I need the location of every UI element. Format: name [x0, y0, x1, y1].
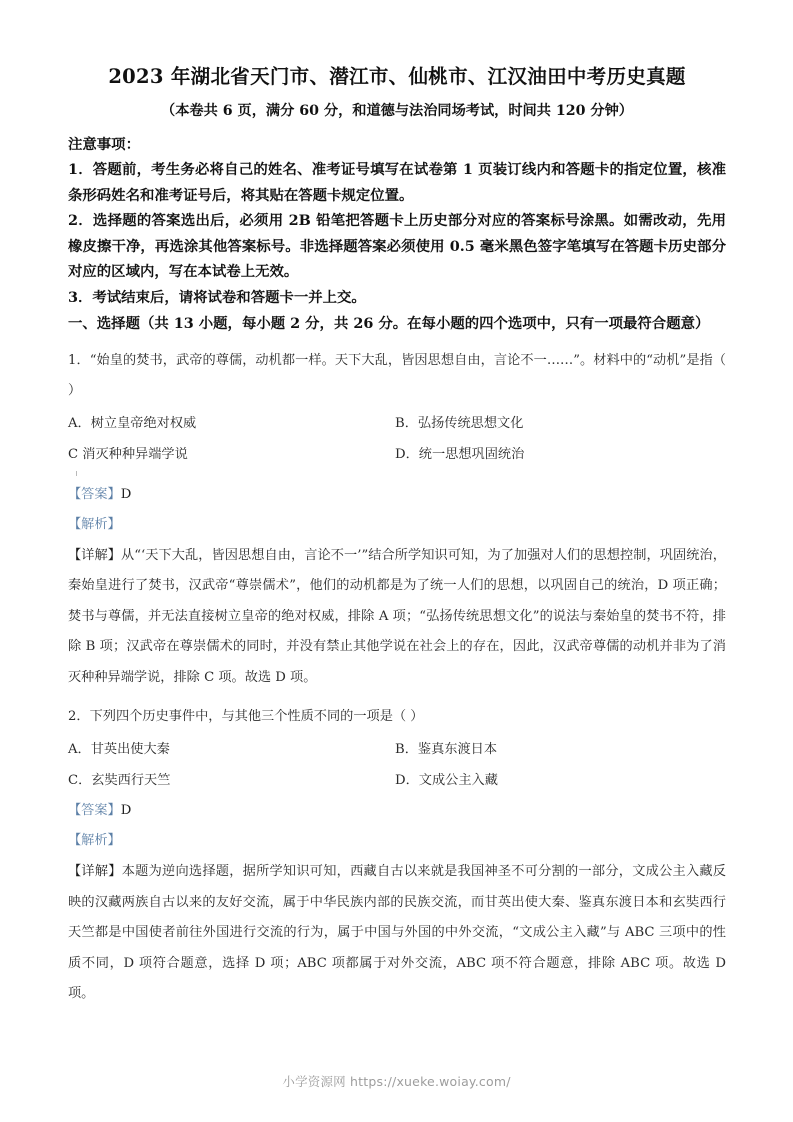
notice-block [68, 132, 726, 310]
question-2-detail [68, 857, 726, 1010]
question-2-option-b[interactable]: B．鉴真东渡日本 [395, 742, 498, 757]
detail-label: 【详解】 [68, 547, 122, 563]
answer-label: 【答案】 [68, 803, 121, 818]
question-2-option-c[interactable]: C．玄奘西行天竺 [68, 773, 171, 788]
answer-label: 【答案】 [68, 486, 121, 502]
question-1-option-c[interactable]: C 消灭种种异端学说 [68, 446, 188, 462]
analysis-label: 【解析】 [68, 516, 121, 532]
question-1-answer [68, 480, 726, 510]
scan-artifact-speck [68, 470, 726, 480]
question-1 [68, 346, 726, 694]
option-row [68, 439, 726, 470]
question-1-analysis-label-row [68, 510, 726, 540]
page-subtitle: （本卷共 6 页，满分 60 分，和道德与法治同场考试，时间共 120 分钟） [161, 103, 633, 119]
option-row [68, 765, 726, 796]
question-2-options [68, 734, 726, 796]
question-1-option-d[interactable]: D．统一思想巩固统治 [395, 446, 525, 462]
detail-text: 从“‘天下大乱，皆因思想自由，言论不一’”结合所学知识可知，为了加强对人们的思想控制，巩固统治，秦始皇进行了焚书，汉武帝“尊崇儒术”，他们的动机都是为了统一人们的思想，以巩固自己的统治，D 项正确；焚书与尊儒，并无法直接树立皇帝的绝对权威，排除 A 项；“弘扬传统思想文化”的说法与秦始皇的焚书不符，排除 B 项；汉武帝在尊崇儒术的同时，并没有禁止其他学说在社会上的存在，因此，汉武帝尊儒的动机并非为了消灭种种异端学说，排除 C 项。故选 D 项。 [68, 547, 726, 685]
notice-item-2: 2．选择题的答案选出后，必须用 2B 铅笔把答题卡上历史部分对应的答案标号涂黑。如需改动，先用橡皮擦干净，再选涂其他答案标号。非选择题答案必须使用 0.5 毫米黑色签字笔填写在答题卡历史部分对应的区域内，写在本试卷上无效。 [68, 212, 726, 280]
question-1-option-a[interactable]: A．树立皇帝绝对权威 [68, 415, 197, 431]
notice-item-3: 3．考试结束后，请将试卷和答题卡一并上交。 [68, 288, 366, 306]
question-2 [68, 702, 726, 1010]
option-row [68, 734, 726, 765]
question-2-option-a[interactable]: A．甘英出使大秦 [68, 742, 170, 757]
answer-value: D [120, 803, 132, 818]
detail-label: 【详解】 [68, 864, 122, 879]
notice-item-1: 1．答题前，考生务必将自己的姓名、准考证号填写在试卷第 1 页装订线内和答题卡的指定位置，核准条形码姓名和准考证号后，将其贴在答题卡规定位置。 [68, 161, 726, 204]
question-1-option-b[interactable]: B．弘扬传统思想文化 [395, 415, 524, 431]
detail-text: 本题为逆向选择题，据所学知识可知，西藏自古以来就是我国神圣不可分割的一部分，文成公主入藏反映的汉藏两族自古以来的友好交流，属于中华民族内部的民族交流，而甘英出使大秦、鉴真东渡日本和玄奘西行天竺都是中国使者前往外国进行交流的行为，属于中国与外国的中外交流，“文成公主入藏”与 ABC 三项中的性质不同，D 项符合题意，选择 D 项；ABC 项都属于对外交流，ABC 项不符合题意，排除 ABC 项。故选 D 项。 [68, 864, 726, 1001]
question-2-answer [68, 796, 726, 826]
site-watermark: 小学资源网 https://xueke.woiay.com/ [282, 1074, 511, 1089]
notice-heading: 注意事项： [68, 136, 140, 153]
question-2-stem: 2．下列四个历史事件中，与其他三个性质不同的一项是（ ） [68, 709, 424, 724]
answer-value: D [120, 486, 132, 502]
page-title: 2023 年湖北省天门市、潜江市、仙桃市、江汉油田中考历史真题 [108, 65, 686, 88]
question-1-stem: 1．“始皇的焚书，武帝的尊儒，动机都一样。天下大乱，皆因思想自由，言论不一……”。材料中的“动机”是指（ ） [68, 352, 726, 398]
page-content [68, 56, 726, 1010]
analysis-label: 【解析】 [68, 833, 121, 848]
section-heading-choice: 一、选择题（共 13 小题，每小题 2 分，共 26 分。在每小题的四个选项中，只有一项最符合题意） [68, 315, 710, 332]
question-2-option-d[interactable]: D．文成公主入藏 [395, 773, 498, 788]
question-1-options [68, 408, 726, 480]
option-row [68, 408, 726, 439]
question-2-analysis-label-row [68, 826, 726, 856]
question-1-detail [68, 541, 726, 694]
